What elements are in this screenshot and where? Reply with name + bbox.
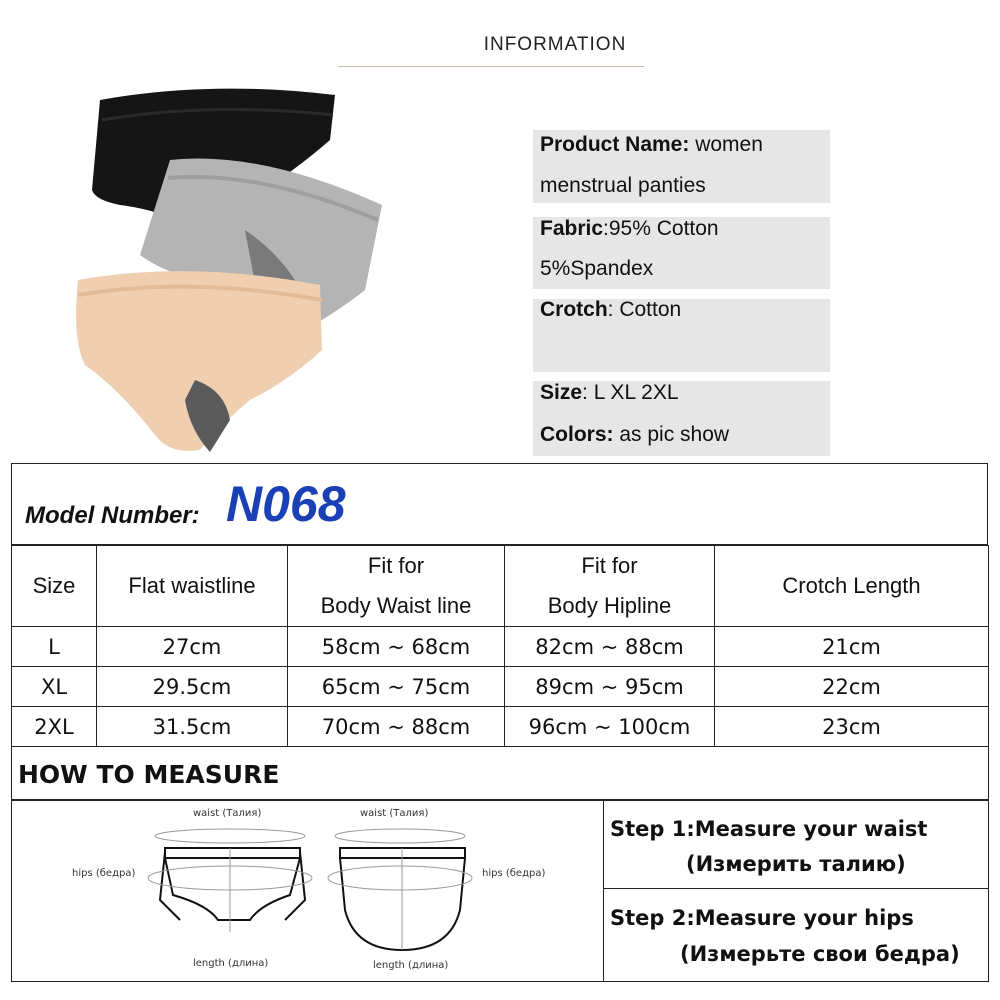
step2-ru-text: (Измерьте свои бедра) bbox=[680, 942, 960, 966]
table-cell: 82cm ~ 88cm bbox=[505, 627, 715, 667]
header-text-line2: Body Hipline bbox=[547, 593, 672, 618]
spec-label: Size bbox=[540, 381, 583, 404]
header-text-line2: Body Waist line bbox=[320, 593, 472, 618]
header-body-waist bbox=[288, 546, 505, 627]
header-body-hipline bbox=[505, 546, 715, 627]
table-cell: 21cm bbox=[715, 627, 989, 667]
spec-value: : Cotton bbox=[607, 298, 682, 321]
table-row bbox=[12, 707, 989, 747]
divider bbox=[603, 800, 604, 982]
table-cell: 96cm ~ 100cm bbox=[505, 707, 715, 747]
spec-value: as pic show bbox=[613, 423, 730, 446]
table-cell: 29.5cm bbox=[97, 667, 288, 707]
table-row bbox=[12, 667, 989, 707]
front-length-label: length (длина) bbox=[193, 958, 269, 969]
beige-panty bbox=[76, 271, 322, 452]
header-text: Size bbox=[32, 573, 76, 598]
step2-text: Step 2:Measure your hips bbox=[610, 906, 914, 930]
spec-value: : L XL 2XL bbox=[582, 381, 679, 404]
front-waist-label: waist (Талия) bbox=[193, 808, 262, 819]
header-text: Fit for bbox=[581, 553, 638, 578]
spec-fabric bbox=[533, 217, 830, 289]
header-text: Crotch Length bbox=[782, 573, 921, 598]
header-size bbox=[12, 546, 97, 627]
front-diagram bbox=[140, 820, 320, 950]
header-crotch-length bbox=[715, 546, 989, 627]
header-flat-waistline bbox=[97, 546, 288, 627]
back-diagram bbox=[320, 820, 480, 960]
size-table bbox=[11, 545, 989, 747]
spec-size-colors bbox=[533, 381, 830, 456]
spec-label: Colors: bbox=[540, 423, 614, 446]
table-cell: 70cm ~ 88cm bbox=[288, 707, 505, 747]
info-underline bbox=[338, 66, 644, 67]
table-cell: 65cm ~ 75cm bbox=[288, 667, 505, 707]
spec-value: women bbox=[689, 133, 763, 156]
table-row bbox=[12, 627, 989, 667]
spec-label: Fabric bbox=[540, 217, 604, 240]
spec-value: :95% Cotton bbox=[603, 217, 719, 240]
table-cell: XL bbox=[12, 667, 97, 707]
table-cell: 89cm ~ 95cm bbox=[505, 667, 715, 707]
table-cell: 23cm bbox=[715, 707, 989, 747]
header-text: Fit for bbox=[367, 553, 425, 578]
spec-crotch bbox=[533, 299, 830, 372]
spec-product-name bbox=[533, 130, 830, 203]
table-cell: 27cm bbox=[97, 627, 288, 667]
table-header-row bbox=[12, 546, 989, 627]
header-text: Flat waistline bbox=[128, 573, 256, 598]
table-cell: 58cm ~ 68cm bbox=[288, 627, 505, 667]
model-number-label: Model Number: bbox=[25, 502, 200, 529]
how-to-measure-title: HOW TO MEASURE bbox=[18, 760, 280, 789]
table-cell: 2XL bbox=[12, 707, 97, 747]
spec-label: Crotch bbox=[540, 298, 608, 321]
table-cell: 22cm bbox=[715, 667, 989, 707]
back-waist-label: waist (Талия) bbox=[360, 808, 429, 819]
back-length-label: length (длина) bbox=[373, 960, 449, 971]
spec-value-line2: menstrual panties bbox=[540, 174, 706, 197]
spec-label: Product Name: bbox=[540, 133, 690, 156]
spec-value-line2: 5%Spandex bbox=[540, 257, 654, 280]
step1-text: Step 1:Measure your waist bbox=[610, 817, 928, 841]
product-photo bbox=[60, 80, 390, 460]
front-hips-label: hips (бедра) bbox=[72, 868, 136, 879]
table-cell: 31.5cm bbox=[97, 707, 288, 747]
back-hips-label: hips (бедра) bbox=[482, 868, 546, 879]
step1-ru-text: (Измерить талию) bbox=[686, 852, 906, 876]
info-title: INFORMATION bbox=[483, 34, 627, 55]
divider bbox=[603, 888, 989, 889]
model-number-value: N068 bbox=[226, 476, 346, 532]
table-cell: L bbox=[12, 627, 97, 667]
